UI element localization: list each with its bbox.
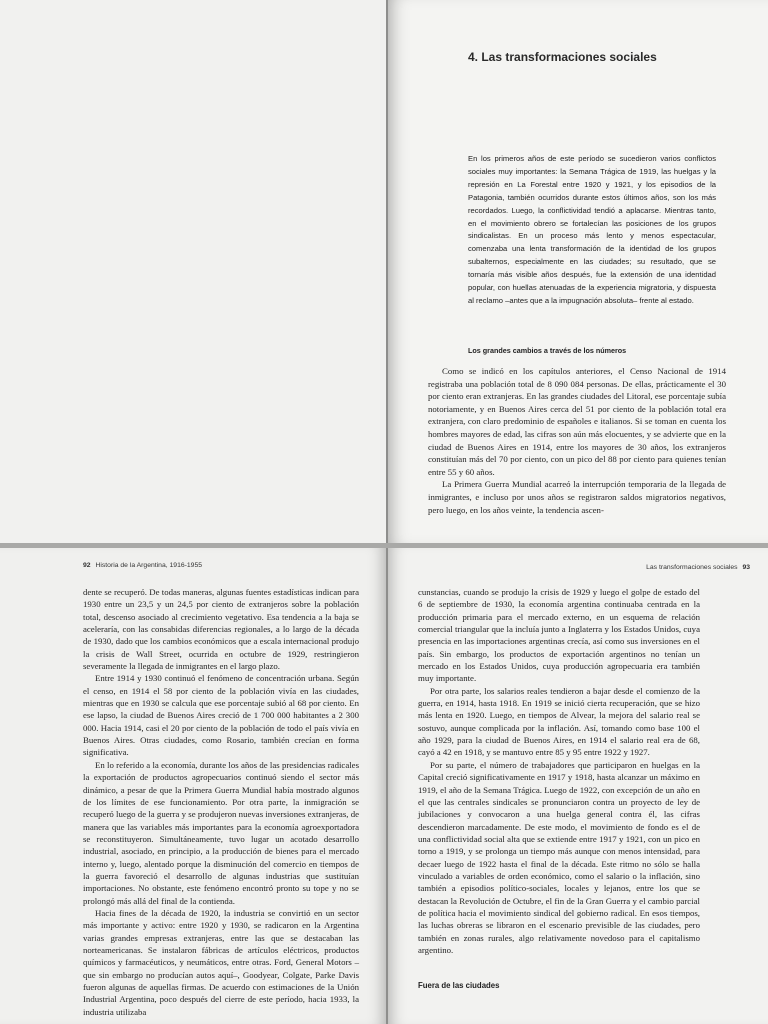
running-head [83, 562, 202, 569]
running-head-title: Historia de la Argentina, 1916-1955 [95, 562, 203, 569]
paragraph: cunstancias, cuando se produjo la crisis de 1929 y luego el golpe de estado del 6 de septiembre de 1930, la economía argentina continuaba centrada en la producción primaria para el mercado externo, en un esquema de relación comercial triangular que la incluía junto a Inglaterra y los Estados Unidos, cuya presencia en las importaciones argentinas crecía, así como sus inversiones en el país. Sin embargo, los productos de exportación argentinos no tenían un mercado en los Estados Unidos, cuya producción agropecuaria era también muy importante. [418, 587, 700, 684]
running-head-title: Las transformaciones sociales [646, 564, 738, 571]
blank-page [0, 0, 386, 543]
page-body [83, 586, 359, 1018]
page-92 [0, 548, 386, 1024]
page-number: 93 [742, 564, 750, 571]
page-body [418, 586, 700, 956]
chapter-title: 4. Las transformaciones sociales [468, 50, 657, 64]
paragraph: Como se indicó en los capítulos anteriores, el Censo Nacional de 1914 registraba una población total de 8 090 084 personas. De ellas, prácticamente el 30 por ciento eran extranjeras. En las grandes ciudades del Litoral, ese porcentaje subía notoriamente, y en Buenos Aires cerca del 51 por ciento de la población total era extranjera, con claro predominio de españoles e italianos. Si se toman en cuenta los hombres mayores de edad, las cifras son aún más elocuentes, y se advierte que en la ciudad de Buenos Aires en 1914, entre los mayores de 30 años, los extranjeros constituían más del 70 por ciento, con un pico del 88 por ciento para quienes tenían entre 55 y 60 años. [428, 366, 726, 477]
paragraph: Por otra parte, los salarios reales tendieron a bajar desde el comienzo de la guerra, en 1914, hasta 1918. En 1919 se inició cierta recuperación, que se hizo más lenta en 1920. Luego, en tiempos de Alvear, la mejora del salario real se sostuvo, aunque complicada por la inflación. Así, tomando como base 100 el año 1929, para la ciudad de Buenos Aires, en 1914 el salario real era de 68, cayó a 42 en 1918, y se mantuvo entre 85 y 95 entre 1922 y 1927. [418, 685, 700, 758]
page-number: 92 [83, 562, 91, 569]
paragraph: En lo referido a la economía, durante los años de las presidencias radicales la exportación de productos agropecuarios continuó siendo el sector más dinámico, a pesar de que la Primera Guerra Mundial había mostrado algunos de los límites de ese funcionamiento. Por otra parte, la inmigración se recuperó luego de la guerra y se produjeron nuevas inversiones extranjeras, de manera que las variables más importantes para la economía agroexportadora se reconstituyeron. Simultáneamente, tuvo lugar un acotado desarrollo industrial, asociado, en principio, a la producción de bienes para el mercado interno y, luego, alentado porque la disminución del comercio en tiempos de la guerra favoreció el desarrollo de algunas industrias que sustituían importaciones. No obstante, este fenómeno encontró pronto su tope y no se prolongó más allá del final de la contienda. [83, 759, 359, 906]
paragraph: dente se recuperó. De todas maneras, algunas fuentes estadísticas indican para 1930 entre un 23,5 y un 24,5 por ciento de extranjeros sobre la población total, descenso asociado al crecimiento vegetativo. Esa tendencia a la baja se aceleraría, con las consabidas diferencias regionales, a lo largo de la década de 1930, dado que los cambios económicos que a escala internacional produjo la crisis de Wall Street, ocurrida en octubre de 1929, restringieron severamente la llegada de inmigrantes en el largo plazo. [83, 587, 359, 672]
paragraph: Hacia fines de la década de 1920, la industria se convirtió en un sector más importante y activo: entre 1920 y 1930, se radicaron en la Argentina varias grandes empresas extranjeras, entre las que se destacaban las norteamericanas. Se instalaron fábricas de artículos eléctricos, productos químicos y farmacéuticos, y neumáticos, entre otras. Ford, General Motors –que sin embargo no producían autos aquí–, Goodyear, Colgate, Parke Davis fueron algunas de aquellas firmas. De acuerdo con estimaciones de la Unión Industrial Argentina, poco después del cierre de este período, hacia 1933, la industria utilizaba [83, 907, 359, 1017]
subheading: Fuera de las ciudades [418, 981, 500, 990]
chapter-opening-page [388, 0, 768, 543]
paragraph: Por su parte, el número de trabajadores que participaron en huelgas en la Capital creció significativamente en 1917 y 1918, hasta alcanzar un máximo en 1919, el año de la Semana Trágica. Luego de 1922, con excepción de un año en el que las centrales sindicales se pronunciaron contra un proyecto de ley de jubilaciones y convocaron a una huelga general contra él, las cifras descendieron marcadamente. De este modo, el movimiento de fondo es el de una conflictividad social alta que se extiende entre 1917 y 1921, con un pico en torno a 1919, y se prolonga un tiempo más aunque con menos intensidad, para decaer luego de 1922 hasta el final de la década. Este ritmo no sólo se halla vinculado a variables de orden económico, como el salario o la inflación, sino también a episodios político-sociales, locales y lejanos, entre los que se destacan la Revolución de Octubre, el fin de la Gran Guerra y el cambio parcial de política hacia el movimiento sindical del gobierno radical. En esos tiempos, las luchas obreras se libraron en el escenario previsible de las ciudades, pero también en zonas rurales, algo relativamente novedoso para el capitalismo argentino. [418, 759, 700, 955]
paragraph: Entre 1914 y 1930 continuó el fenómeno de concentración urbana. Según el censo, en 1914 el 58 por ciento de la población vivía en las ciudades, mientras que en 1930 se calcula que ese porcentaje subió al 68 por ciento. En ese lapso, la ciudad de Buenos Aires creció de 1 700 000 habitantes a 2 300 000. Hacia 1914, casi el 20 por ciento de la población de todo el país vivía en Buenos Aires. Otras ciudades, como Rosario, también crecían en forma significativa. [83, 673, 359, 758]
chapter-body [428, 365, 726, 516]
page-93 [388, 548, 768, 1024]
paragraph: La Primera Guerra Mundial acarreó la interrupción temporaria de la llegada de inmigrantes, e incluso por unos años se registraron saldos migratorios negativos, pero luego, en los años veinte, la tendencia ascen- [428, 479, 726, 515]
vertical-gutter [386, 0, 388, 1024]
chapter-intro: En los primeros años de este período se sucedieron varios conflictos sociales muy importantes: la Semana Trágica de 1919, las huelgas y la represión en La Forestal entre 1920 y 1921, y los episodios de la Patagonia, también ocurridos durante estos últimos años, son los más recordados. Luego, la conflictividad tendió a aplacarse. Mientras tanto, en el movimiento obrero se fortalecían las posiciones de los grupos sindicalistas. En un proceso más lento y menos espectacular, comenzaba una lenta transformación de la identidad de los grupos subalternos, especialmente en las ciudades; su resultado, que se tornaría más visible años después, fue la extensión de una identidad popular, con huellas atenuadas de la experiencia migratoria, y dispuesta al reclamo –antes que a la impugnación absoluta– frente al estado. [468, 154, 716, 305]
running-head [646, 564, 750, 571]
horizontal-gutter [0, 543, 768, 548]
section-heading: Los grandes cambios a través de los números [468, 346, 627, 355]
